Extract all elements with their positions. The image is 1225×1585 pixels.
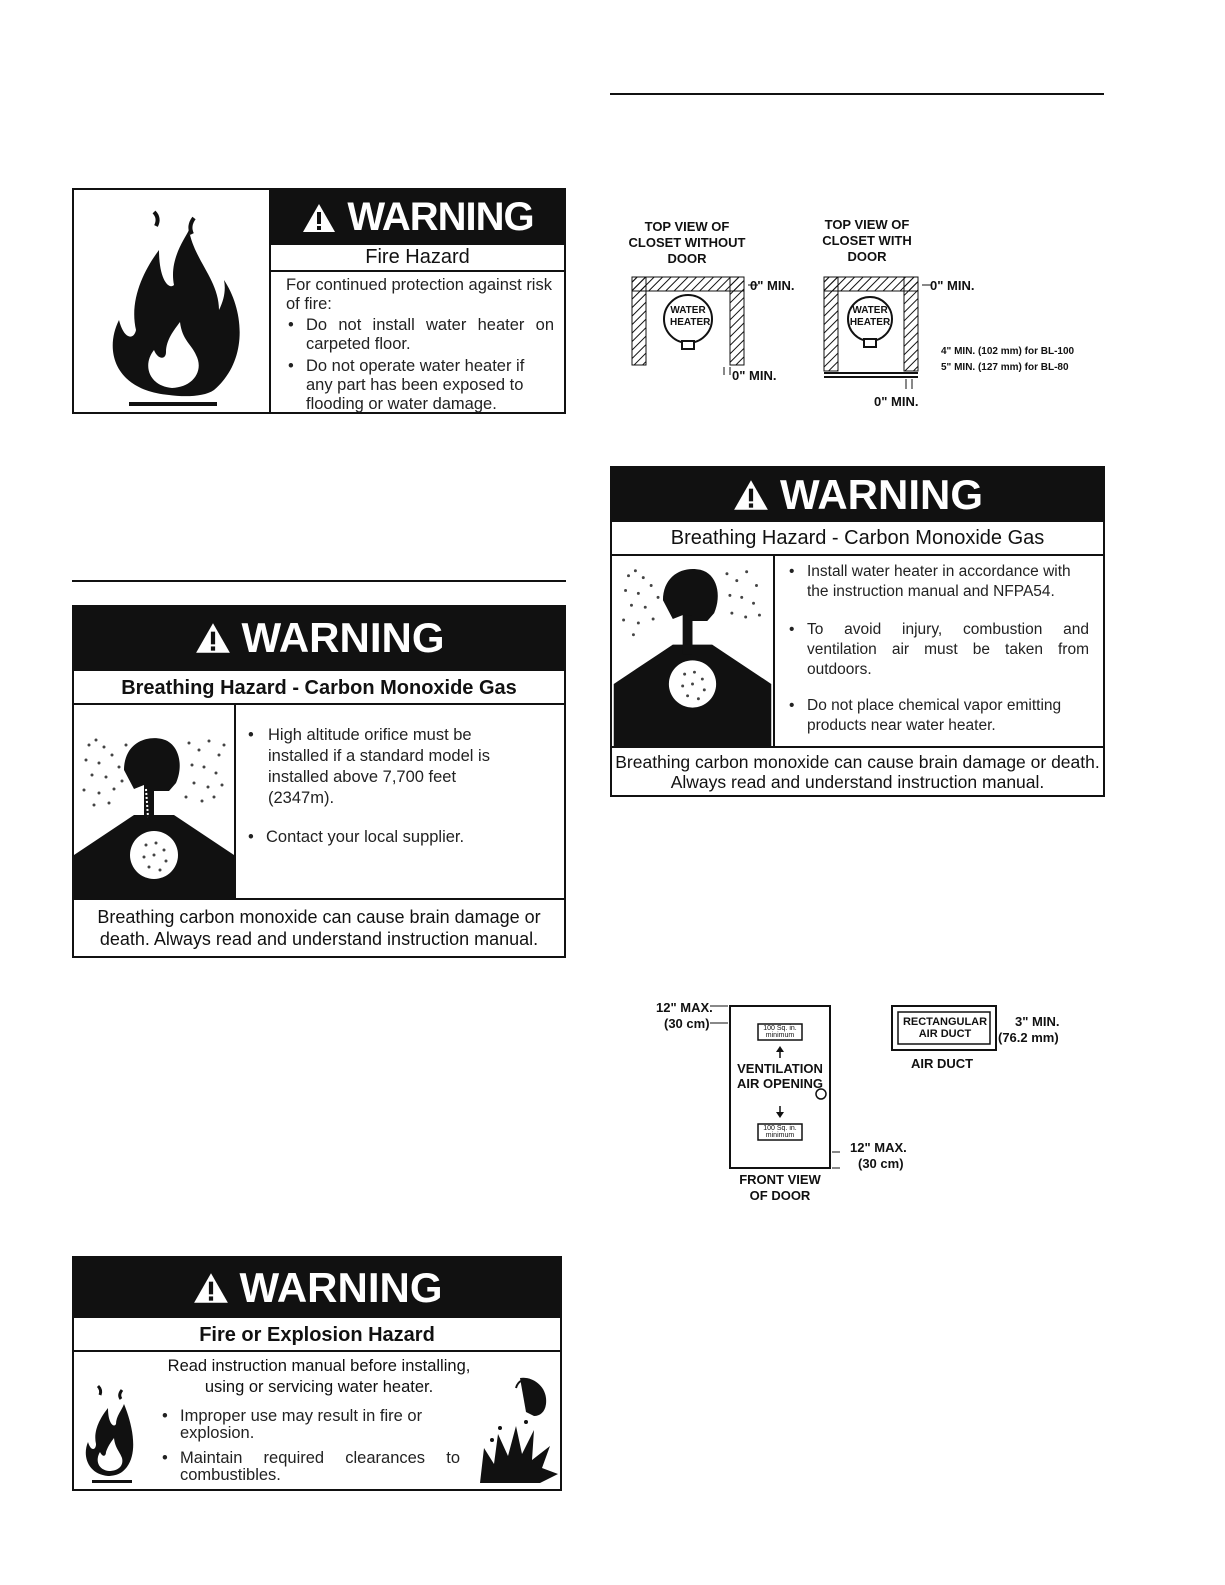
- door-top-grille-label: 100 Sq. in. minimum: [763, 1025, 797, 1039]
- closet-clearance-diagram: [612, 215, 1092, 415]
- fire-warning-title: Fire Hazard: [271, 245, 564, 272]
- closet-left-heater-label: WATER HEATER: [670, 305, 711, 328]
- co-right-title: Breathing Hazard - Carbon Monoxide Gas: [612, 522, 1103, 556]
- co-right-pictogram: [612, 556, 775, 746]
- closet-with-door-drawing: [822, 275, 952, 395]
- breathing-person-icon: [74, 705, 234, 898]
- explosion-bullet: • Improper use may result in fire or explosion.: [160, 1408, 460, 1442]
- explosion-intro: Read instruction manual before installing, using or servicing water heater.: [167, 1357, 471, 1396]
- co-warning-left: [72, 605, 566, 958]
- co-right-body: [787, 562, 1089, 736]
- fire-warning-banner: [271, 190, 564, 245]
- air-duct-label: RECTANGULAR AIR DUCT: [902, 1016, 988, 1040]
- explosion-body: [160, 1408, 460, 1484]
- flame-icon: [74, 190, 269, 412]
- co-left-bullet: • High altitude orifice must be installed if a standard model is installed above 7,700 feet (2347m).: [246, 725, 508, 809]
- co-right-bullet: • Do not place chemical vapor emitting products near water heater.: [787, 696, 1089, 736]
- co-right-footer: Breathing carbon monoxide can cause brain damage or death. Always read and understand instruction manual.: [612, 746, 1103, 795]
- closet-left-front-min: 0" MIN.: [732, 368, 777, 383]
- fire-warning-banner-text: WARNING: [347, 195, 534, 239]
- breathing-person-icon: [612, 556, 773, 746]
- co-left-pictogram: [74, 705, 236, 898]
- closet-left-back-min: 0" MIN.: [750, 278, 795, 293]
- fire-warning-body: [286, 276, 554, 414]
- ventilation-diagram: [650, 998, 1090, 1208]
- right-column-top-rule: [610, 93, 1104, 95]
- small-flame-icon: [78, 1376, 138, 1486]
- door-top-max-metric: (30 cm): [664, 1016, 710, 1031]
- explosion-warning: [72, 1256, 562, 1491]
- co-left-banner-text: WARNING: [241, 614, 445, 661]
- closet-right-heater-label: WATER HEATER: [849, 305, 891, 328]
- air-duct-caption: AIR DUCT: [910, 1056, 974, 1071]
- explosion-bullet: • Maintain required clearances to combustibles.: [160, 1450, 460, 1484]
- co-left-bullet: • Contact your local supplier.: [246, 827, 546, 848]
- closet-right-bottom-min: 0" MIN.: [874, 394, 919, 409]
- left-column-rule: [72, 580, 566, 582]
- warning-triangle-icon: [301, 202, 337, 234]
- duct-min-metric: (76.2 mm): [998, 1030, 1059, 1045]
- co-left-title: Breathing Hazard - Carbon Monoxide Gas: [74, 669, 564, 705]
- door-bottom-grille-label: 100 Sq. in. minimum: [763, 1125, 797, 1139]
- co-left-banner: [74, 607, 564, 669]
- fire-warning-intro: For continued protection against risk of fire:: [286, 276, 552, 313]
- co-right-banner: [612, 468, 1103, 522]
- explosion-title: Fire or Explosion Hazard: [74, 1320, 560, 1352]
- warning-triangle-icon: [194, 621, 232, 655]
- explosion-banner-text: WARNING: [239, 1264, 443, 1311]
- door-bottom-max-metric: (30 cm): [858, 1156, 904, 1171]
- door-top-max: 12" MAX.: [656, 1000, 713, 1015]
- warning-triangle-icon: [732, 478, 770, 512]
- ventilation-opening-label: VENTILATION AIR OPENING: [737, 1061, 823, 1091]
- door-caption: FRONT VIEW OF DOOR: [739, 1172, 821, 1203]
- fire-warning-bullet: • Do not operate water heater if any part has been exposed to flooding or water damage.: [286, 357, 554, 414]
- closet-without-door-title: TOP VIEW OF CLOSET WITHOUT DOOR: [628, 219, 746, 266]
- co-right-bullet: • Install water heater in accordance with the instruction manual and NFPA54.: [787, 562, 1089, 602]
- co-warning-right: [610, 466, 1105, 797]
- co-right-banner-text: WARNING: [780, 471, 983, 518]
- fire-warning-bullet: • Do not install water heater on carpeted floor.: [286, 316, 554, 354]
- closet-right-back-min: 0" MIN.: [930, 278, 975, 293]
- co-right-bullet: • To avoid injury, combustion and ventilation air must be taken from outdoors.: [787, 620, 1089, 680]
- co-left-footer: Breathing carbon monoxide can cause brain damage or death. Always read and understand instruction manual.: [74, 898, 564, 956]
- explosion-icon: [470, 1368, 560, 1488]
- door-bottom-max: 12" MAX.: [850, 1140, 907, 1155]
- explosion-banner: [74, 1258, 560, 1318]
- warning-triangle-icon: [192, 1271, 230, 1305]
- fire-pictogram: [74, 190, 271, 412]
- duct-min: 3" MIN.: [1015, 1014, 1060, 1029]
- closet-with-door-title: TOP VIEW OF CLOSET WITH DOOR: [822, 217, 912, 264]
- closet-clearance-bl100: 4" MIN. (102 mm) for BL-100: [941, 346, 1075, 357]
- fire-hazard-warning: [72, 188, 566, 414]
- co-left-body: [246, 725, 546, 848]
- closet-clearance-bl80: 5" MIN. (127 mm) for BL-80: [941, 362, 1069, 373]
